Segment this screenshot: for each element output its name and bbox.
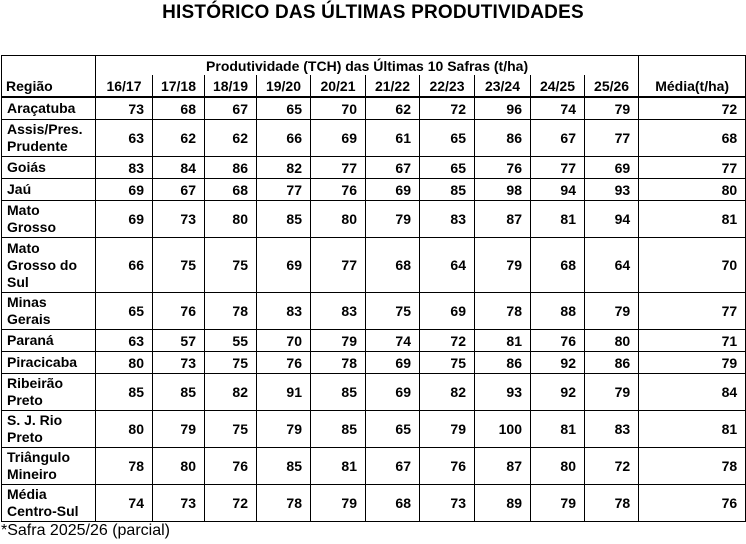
value-cell: 55 <box>205 330 257 352</box>
value-cell: 84 <box>153 157 205 179</box>
value-cell: 72 <box>585 448 639 485</box>
value-cell: 92 <box>531 352 585 374</box>
header-corner <box>2 56 96 76</box>
value-cell: 67 <box>366 448 420 485</box>
value-cell: 86 <box>475 120 531 157</box>
value-cell: 68 <box>531 238 585 293</box>
average-cell: 81 <box>639 411 746 448</box>
region-cell <box>2 97 96 120</box>
value-cell: 92 <box>531 374 585 411</box>
season-column-header: 19/20 <box>257 75 311 97</box>
value-cell: 82 <box>205 374 257 411</box>
value-cell: 63 <box>96 330 153 352</box>
header-corner-right <box>639 56 746 76</box>
value-cell: 77 <box>311 157 366 179</box>
table-row <box>2 374 746 411</box>
value-cell: 75 <box>205 352 257 374</box>
value-cell: 73 <box>96 97 153 120</box>
value-cell: 62 <box>366 97 420 120</box>
region-name-line: Média <box>7 486 47 502</box>
value-cell: 61 <box>366 120 420 157</box>
value-cell: 75 <box>366 293 420 330</box>
value-cell: 64 <box>585 238 639 293</box>
footnote: *Safra 2025/26 (parcial) <box>1 522 170 539</box>
value-cell: 75 <box>420 352 475 374</box>
value-cell: 100 <box>475 411 531 448</box>
value-cell: 79 <box>585 293 639 330</box>
value-cell: 70 <box>257 330 311 352</box>
value-cell: 69 <box>585 157 639 179</box>
value-cell: 79 <box>366 201 420 238</box>
value-cell: 66 <box>96 238 153 293</box>
value-cell: 75 <box>205 238 257 293</box>
region-cell <box>2 374 96 411</box>
region-cell <box>2 238 96 293</box>
value-cell: 62 <box>205 120 257 157</box>
value-cell: 76 <box>531 330 585 352</box>
value-cell: 91 <box>257 374 311 411</box>
region-name-line: Piracicaba <box>7 354 78 370</box>
table-row <box>2 485 746 522</box>
value-cell: 65 <box>366 411 420 448</box>
average-cell: 80 <box>639 179 746 201</box>
season-column-header: 16/17 <box>96 75 153 97</box>
value-cell: 93 <box>585 179 639 201</box>
table-row <box>2 179 746 201</box>
value-cell: 85 <box>311 411 366 448</box>
value-cell: 75 <box>205 411 257 448</box>
value-cell: 82 <box>257 157 311 179</box>
region-name-line: Mato <box>7 202 40 218</box>
value-cell: 79 <box>311 330 366 352</box>
value-cell: 80 <box>205 201 257 238</box>
value-cell: 80 <box>531 448 585 485</box>
region-name-line: Ribeirão <box>7 375 64 391</box>
value-cell: 69 <box>96 179 153 201</box>
value-cell: 96 <box>475 97 531 120</box>
value-cell: 94 <box>531 179 585 201</box>
value-cell: 68 <box>366 485 420 522</box>
value-cell: 65 <box>420 157 475 179</box>
value-cell: 98 <box>475 179 531 201</box>
value-cell: 77 <box>585 120 639 157</box>
value-cell: 78 <box>475 293 531 330</box>
season-column-header: 25/26 <box>585 75 639 97</box>
value-cell: 79 <box>257 411 311 448</box>
average-cell: 84 <box>639 374 746 411</box>
value-cell: 57 <box>153 330 205 352</box>
region-name-line: Preto <box>7 392 43 408</box>
average-cell: 79 <box>639 352 746 374</box>
value-cell: 69 <box>366 179 420 201</box>
value-cell: 86 <box>585 352 639 374</box>
region-cell <box>2 201 96 238</box>
value-cell: 68 <box>205 179 257 201</box>
region-name-line: Jaú <box>7 181 32 197</box>
value-cell: 85 <box>311 374 366 411</box>
value-cell: 73 <box>420 485 475 522</box>
value-cell: 77 <box>311 238 366 293</box>
season-column-header: 23/24 <box>475 75 531 97</box>
table-row <box>2 238 746 293</box>
region-cell <box>2 330 96 352</box>
value-cell: 73 <box>153 485 205 522</box>
value-cell: 76 <box>257 352 311 374</box>
value-cell: 79 <box>420 411 475 448</box>
value-cell: 76 <box>475 157 531 179</box>
value-cell: 66 <box>257 120 311 157</box>
region-name-line: Gerais <box>7 311 51 327</box>
value-cell: 80 <box>585 330 639 352</box>
value-cell: 79 <box>585 374 639 411</box>
value-cell: 85 <box>420 179 475 201</box>
value-cell: 83 <box>96 157 153 179</box>
average-cell: 81 <box>639 201 746 238</box>
value-cell: 69 <box>96 201 153 238</box>
value-cell: 80 <box>96 352 153 374</box>
value-cell: 74 <box>366 330 420 352</box>
table-row <box>2 293 746 330</box>
value-cell: 80 <box>96 411 153 448</box>
value-cell: 78 <box>96 448 153 485</box>
value-cell: 74 <box>96 485 153 522</box>
value-cell: 83 <box>420 201 475 238</box>
season-column-header: 17/18 <box>153 75 205 97</box>
value-cell: 67 <box>366 157 420 179</box>
value-cell: 68 <box>153 97 205 120</box>
table-row <box>2 157 746 179</box>
table-row <box>2 201 746 238</box>
region-name-line: Centro-Sul <box>7 503 79 519</box>
value-cell: 85 <box>257 201 311 238</box>
value-cell: 78 <box>585 485 639 522</box>
page-title: HISTÓRICO DAS ÚLTIMAS PRODUTIVIDADES <box>162 2 584 23</box>
value-cell: 70 <box>311 97 366 120</box>
value-cell: 72 <box>205 485 257 522</box>
average-cell: 77 <box>639 157 746 179</box>
region-cell <box>2 411 96 448</box>
region-name-line: Sul <box>7 273 29 290</box>
value-cell: 67 <box>531 120 585 157</box>
value-cell: 65 <box>420 120 475 157</box>
region-name-line: Araçatuba <box>7 100 76 116</box>
value-cell: 69 <box>366 374 420 411</box>
season-column-header: 24/25 <box>531 75 585 97</box>
value-cell: 77 <box>257 179 311 201</box>
productivity-table <box>1 55 746 522</box>
region-name-line: Grosso do <box>7 256 78 273</box>
region-cell <box>2 485 96 522</box>
value-cell: 83 <box>257 293 311 330</box>
value-cell: 80 <box>153 448 205 485</box>
value-cell: 79 <box>475 238 531 293</box>
value-cell: 85 <box>153 374 205 411</box>
value-cell: 81 <box>531 201 585 238</box>
value-cell: 86 <box>205 157 257 179</box>
value-cell: 64 <box>420 238 475 293</box>
region-name-line: Minas <box>7 294 47 310</box>
table-row <box>2 352 746 374</box>
value-cell: 74 <box>531 97 585 120</box>
value-cell: 79 <box>585 97 639 120</box>
region-name-line: S. J. Rio <box>7 412 63 428</box>
value-cell: 77 <box>531 157 585 179</box>
value-cell: 85 <box>96 374 153 411</box>
average-cell: 72 <box>639 97 746 120</box>
value-cell: 69 <box>311 120 366 157</box>
season-column-header: 20/21 <box>311 75 366 97</box>
average-cell: 70 <box>639 238 746 293</box>
table-row <box>2 97 746 120</box>
season-column-header: 21/22 <box>366 75 420 97</box>
value-cell: 81 <box>475 330 531 352</box>
value-cell: 79 <box>153 411 205 448</box>
region-name-line: Assis/Pres. <box>7 121 83 137</box>
average-cell: 77 <box>639 293 746 330</box>
value-cell: 82 <box>420 374 475 411</box>
region-cell <box>2 293 96 330</box>
table-row <box>2 411 746 448</box>
value-cell: 76 <box>205 448 257 485</box>
region-name-line: Triângulo <box>7 449 70 465</box>
region-name-line: Goiás <box>7 159 46 175</box>
season-column-header: 18/19 <box>205 75 257 97</box>
value-cell: 68 <box>366 238 420 293</box>
average-column-header: Média(t/ha) <box>639 75 746 97</box>
region-name-line: Grosso <box>7 219 57 235</box>
value-cell: 88 <box>531 293 585 330</box>
value-cell: 87 <box>475 448 531 485</box>
region-name-line: Preto <box>7 429 43 445</box>
value-cell: 67 <box>205 97 257 120</box>
value-cell: 73 <box>153 352 205 374</box>
value-cell: 78 <box>311 352 366 374</box>
average-cell: 71 <box>639 330 746 352</box>
value-cell: 69 <box>420 293 475 330</box>
table-row <box>2 330 746 352</box>
value-cell: 81 <box>311 448 366 485</box>
value-cell: 78 <box>257 485 311 522</box>
average-cell: 76 <box>639 485 746 522</box>
region-name-line: Mato <box>7 239 40 256</box>
value-cell: 65 <box>96 293 153 330</box>
value-cell: 62 <box>153 120 205 157</box>
season-column-header: 22/23 <box>420 75 475 97</box>
region-name-line: Mineiro <box>7 466 57 482</box>
value-cell: 65 <box>257 97 311 120</box>
value-cell: 78 <box>205 293 257 330</box>
value-cell: 94 <box>585 201 639 238</box>
average-cell: 78 <box>639 448 746 485</box>
region-cell <box>2 120 96 157</box>
value-cell: 81 <box>531 411 585 448</box>
value-cell: 83 <box>311 293 366 330</box>
value-cell: 76 <box>420 448 475 485</box>
table-row <box>2 448 746 485</box>
value-cell: 87 <box>475 201 531 238</box>
value-cell: 93 <box>475 374 531 411</box>
average-cell: 68 <box>639 120 746 157</box>
value-cell: 72 <box>420 330 475 352</box>
value-cell: 69 <box>366 352 420 374</box>
value-cell: 76 <box>153 293 205 330</box>
region-cell <box>2 352 96 374</box>
value-cell: 63 <box>96 120 153 157</box>
value-cell: 67 <box>153 179 205 201</box>
region-cell <box>2 448 96 485</box>
region-name-line: Paraná <box>7 332 54 348</box>
value-cell: 75 <box>153 238 205 293</box>
value-cell: 89 <box>475 485 531 522</box>
value-cell: 76 <box>311 179 366 201</box>
value-cell: 86 <box>475 352 531 374</box>
value-cell: 72 <box>420 97 475 120</box>
value-cell: 80 <box>311 201 366 238</box>
group-header: Produtividade (TCH) das Últimas 10 Safras (t/ha) <box>96 56 639 76</box>
value-cell: 73 <box>153 201 205 238</box>
region-name-line: Prudente <box>7 138 68 154</box>
value-cell: 83 <box>585 411 639 448</box>
value-cell: 85 <box>257 448 311 485</box>
value-cell: 79 <box>311 485 366 522</box>
value-cell: 69 <box>257 238 311 293</box>
region-cell <box>2 179 96 201</box>
region-column-header: Região <box>2 75 96 97</box>
value-cell: 79 <box>531 485 585 522</box>
table-row <box>2 120 746 157</box>
region-cell <box>2 157 96 179</box>
